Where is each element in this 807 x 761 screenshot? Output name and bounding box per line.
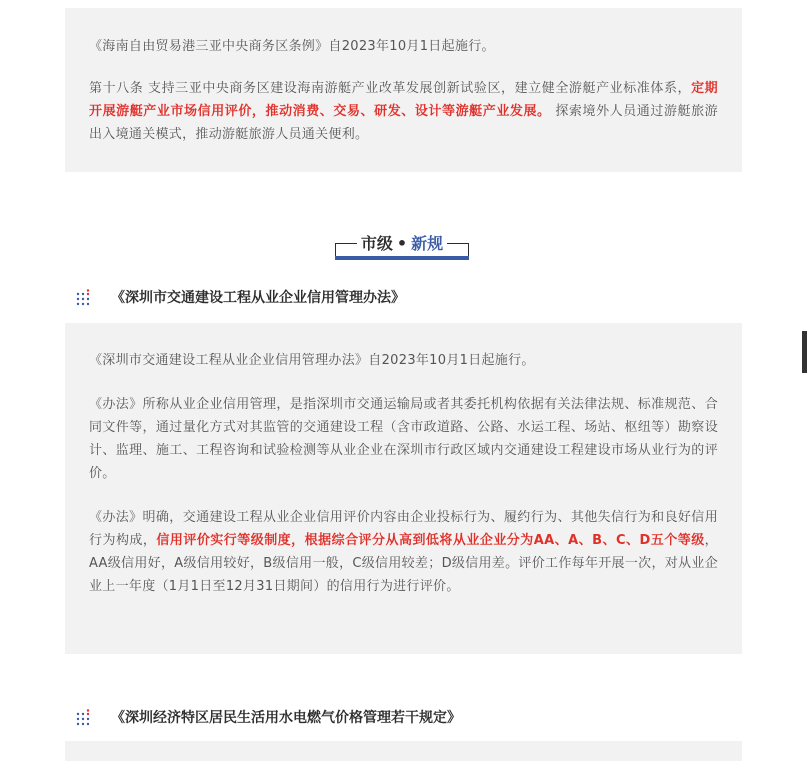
paragraph: 《深圳市交通建设工程从业企业信用管理办法》自2023年10月1日起施行。	[89, 353, 535, 368]
water-electricity-gas-regulation-box	[65, 741, 742, 761]
paragraph	[89, 77, 718, 146]
paragraph	[89, 506, 718, 598]
article-heading	[75, 286, 475, 310]
highlighted-text: 信用评价实行等级制度，根据综合评分从高到低将从业企业分为AA、A、B、C、D五个等级	[156, 533, 705, 548]
text: 第十八条 支持三亚中央商务区建设海南游艇产业改革发展创新试验区，建立健全游艇产业标准体系，	[89, 81, 692, 96]
section-title-part1: 市级	[360, 234, 393, 253]
text: 《办法》明确，交通建设工程从业企业信用评价内容由企业投标行为、履约行为、其他失信行为和良好信用行为构成，	[89, 510, 718, 548]
section-title-text	[335, 232, 469, 256]
paragraph: 《海南自由贸易港三亚中央商务区条例》自2023年10月1日起施行。	[89, 39, 495, 54]
dotted-grid-icon	[75, 709, 93, 727]
scrollbar-thumb[interactable]	[802, 331, 807, 373]
text: 探索境外人员通过游艇旅游出入境通关模式，推动游艇旅游人员通关便利。	[89, 104, 718, 142]
paragraph: 《办法》所称从业企业信用管理，是指深圳市交通运输局或者其委托机构依据有关法律法规、标准规范、合同文件等，通过量化方式对其监管的交通建设工程（含市政道路、公路、水运工程、场站、枢纽等）勘察设计、监理、施工、工程咨询和试验检测等从业企业在深圳市行政区域内交通建设工程建设市场从业行为的评价。	[89, 397, 718, 481]
text: ，AA级信用好，A级信用较好，B级信用一般，C级信用较差；D级信用差。评价工作每年开展一次，对从业企业上一年度（1月1日至12月31日期间）的信用行为进行评价。	[89, 533, 718, 594]
bullet-separator: •	[396, 234, 408, 253]
shenzhen-credit-regulation-box	[65, 323, 742, 654]
dotted-grid-icon	[75, 289, 93, 307]
highlighted-text: 定期开展游艇产业市场信用评价，推动消费、交易、研发、设计等游艇产业发展。	[89, 81, 718, 119]
section-title-part2: 新规	[411, 234, 444, 253]
heading-text: 《深圳经济特区居民生活用水电燃气价格管理若干规定》	[111, 710, 461, 726]
hainan-regulation-box	[65, 8, 742, 172]
section-underline	[335, 256, 469, 260]
article-heading	[75, 706, 535, 730]
heading-text: 《深圳市交通建设工程从业企业信用管理办法》	[111, 290, 405, 306]
section-title	[335, 232, 469, 260]
